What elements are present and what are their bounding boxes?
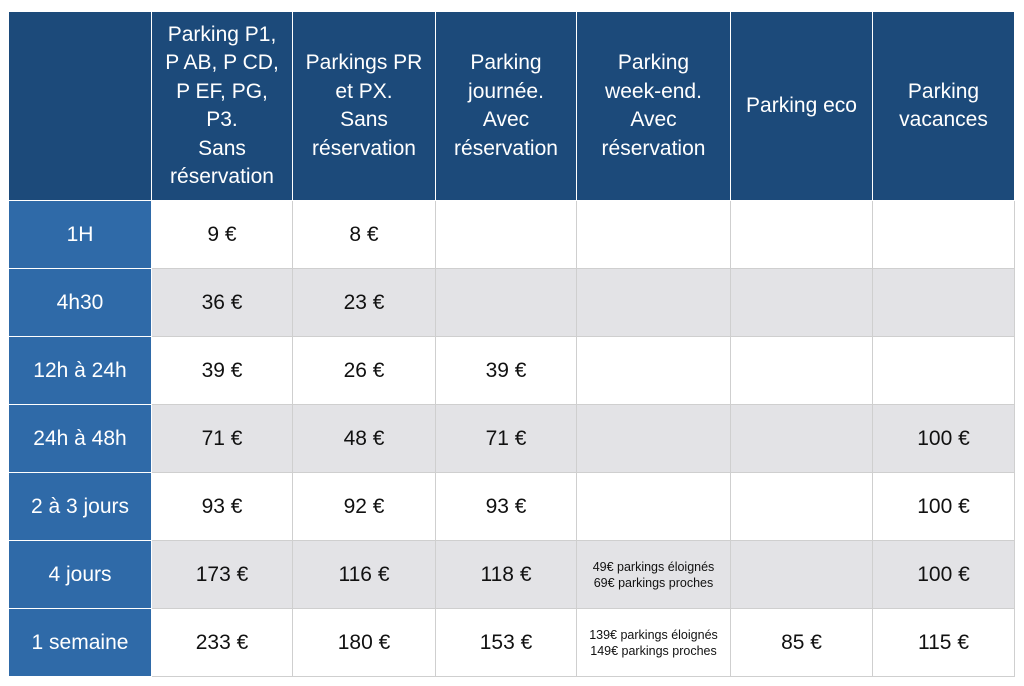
price-cell: 180 € [293, 609, 436, 677]
price-cell: 9 € [152, 201, 293, 269]
price-cell [577, 405, 731, 473]
price-cell: 39 € [152, 337, 293, 405]
price-cell: 23 € [293, 269, 436, 337]
price-cell [577, 201, 731, 269]
price-cell [873, 269, 1015, 337]
price-cell: 100 € [873, 541, 1015, 609]
table-row [9, 269, 1015, 337]
price-cell [873, 201, 1015, 269]
table-row [9, 541, 1015, 609]
price-cell-small [577, 541, 731, 609]
price-cell: 39 € [436, 337, 577, 405]
price-cell: 100 € [873, 473, 1015, 541]
price-cell: 100 € [873, 405, 1015, 473]
row-label: 4 jours [9, 541, 152, 609]
column-header-pr-px: Parkings PR et PX. Sans réservation [293, 12, 436, 201]
price-cell [873, 337, 1015, 405]
price-cell: 173 € [152, 541, 293, 609]
column-header-journee: Parking journée. Avec réservation [436, 12, 577, 201]
price-cell: 93 € [152, 473, 293, 541]
price-note: 139€ parkings éloignés 149€ parkings proches [589, 627, 718, 658]
price-cell: 36 € [152, 269, 293, 337]
price-cell [577, 473, 731, 541]
parking-price-table [8, 11, 1015, 677]
table-row [9, 201, 1015, 269]
price-cell [731, 269, 873, 337]
row-label: 24h à 48h [9, 405, 152, 473]
price-note: 49€ parkings éloignés 69€ parkings proches [592, 559, 715, 590]
price-cell [731, 337, 873, 405]
row-label: 12h à 24h [9, 337, 152, 405]
price-cell: 71 € [152, 405, 293, 473]
price-cell [731, 541, 873, 609]
price-cell: 26 € [293, 337, 436, 405]
price-cell [436, 201, 577, 269]
price-cell [577, 269, 731, 337]
price-cell [731, 405, 873, 473]
price-cell: 93 € [436, 473, 577, 541]
table-row [9, 337, 1015, 405]
row-label: 2 à 3 jours [9, 473, 152, 541]
column-header-week-end: Parking week-end. Avec réservation [577, 12, 731, 201]
table-row [9, 473, 1015, 541]
price-cell: 115 € [873, 609, 1015, 677]
price-cell: 233 € [152, 609, 293, 677]
price-table-container [8, 11, 1015, 677]
price-cell: 116 € [293, 541, 436, 609]
price-cell: 92 € [293, 473, 436, 541]
column-header-vacances: Parking vacances [873, 12, 1015, 201]
price-cell [731, 473, 873, 541]
price-cell [577, 337, 731, 405]
price-cell [731, 201, 873, 269]
header-row [9, 12, 1015, 201]
price-cell: 48 € [293, 405, 436, 473]
price-cell: 85 € [731, 609, 873, 677]
table-row [9, 405, 1015, 473]
row-label: 1 semaine [9, 609, 152, 677]
price-cell: 153 € [436, 609, 577, 677]
corner-cell [9, 12, 152, 201]
price-cell: 71 € [436, 405, 577, 473]
row-label: 1H [9, 201, 152, 269]
price-cell-small [577, 609, 731, 677]
price-cell [436, 269, 577, 337]
column-header-p1-group: Parking P1, P AB, P CD, P EF, PG, P3. Sans réservation [152, 12, 293, 201]
column-header-eco: Parking eco [731, 12, 873, 201]
price-cell: 118 € [436, 541, 577, 609]
price-cell: 8 € [293, 201, 436, 269]
table-row [9, 609, 1015, 677]
row-label: 4h30 [9, 269, 152, 337]
